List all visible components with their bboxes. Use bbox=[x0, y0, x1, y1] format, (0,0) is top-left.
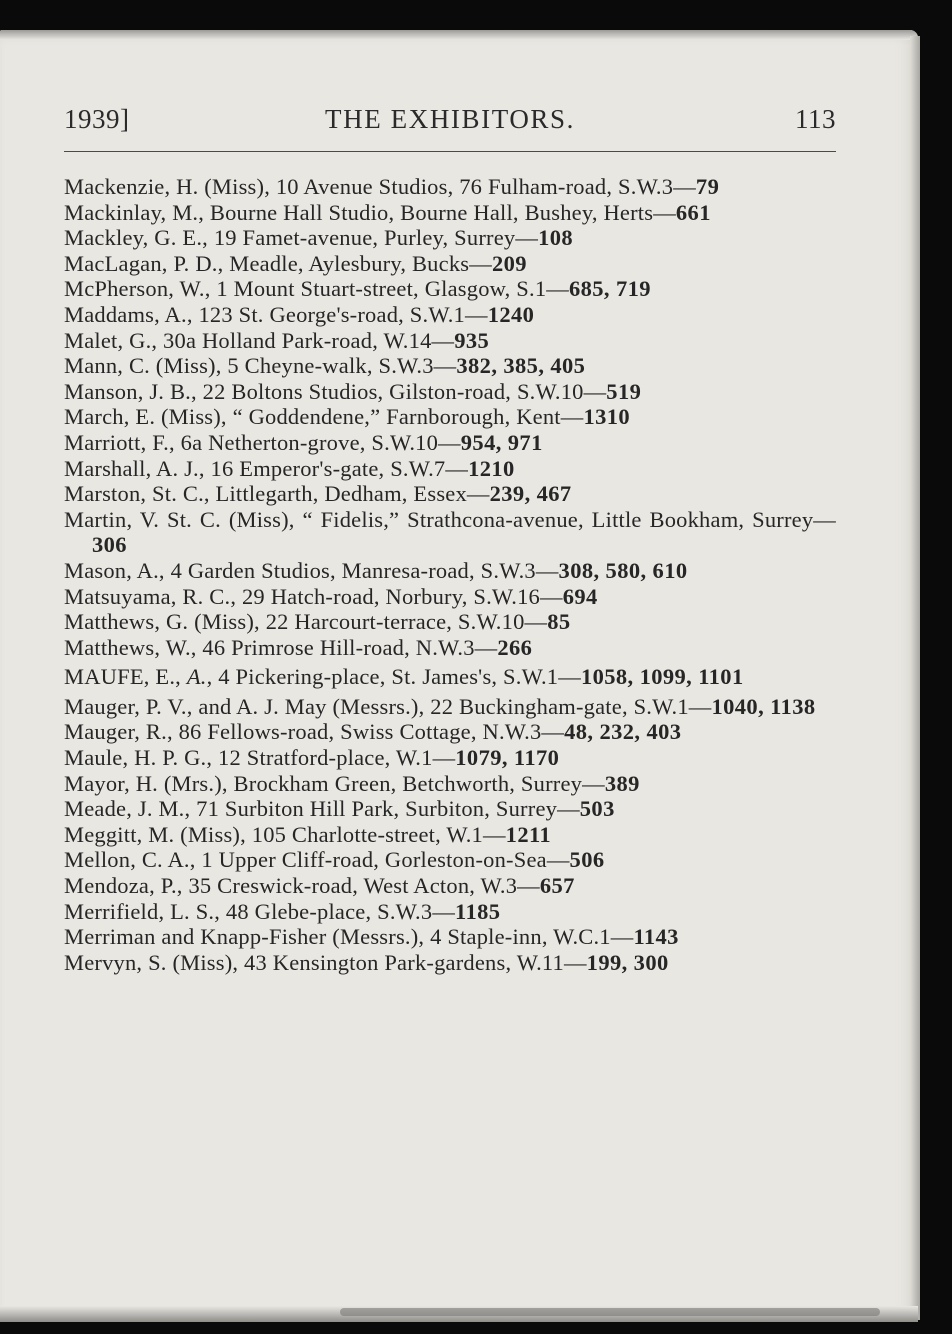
exhibitor-entry bbox=[64, 328, 836, 354]
exhibitor-entry bbox=[64, 822, 836, 848]
entry-text: Mann, C. (Miss), 5 Cheyne-walk, S.W.3— bbox=[64, 353, 457, 379]
entry-text: Mayor, H. (Mrs.), Brockham Green, Betchworth, Surrey— bbox=[64, 770, 605, 796]
entry-text: Mellon, C. A., 1 Upper Cliff-road, Gorleston-on-Sea— bbox=[64, 847, 570, 873]
entry-numbers: 657 bbox=[539, 873, 575, 899]
exhibitor-list bbox=[64, 174, 836, 975]
entry-text: Mervyn, S. (Miss), 43 Kensington Park-gardens, W.11— bbox=[64, 949, 587, 975]
entry-numbers: 503 bbox=[579, 796, 615, 822]
entry-text: Mauger, R., 86 Fellows-road, Swiss Cottage, N.W.3— bbox=[64, 719, 565, 745]
exhibitor-entry bbox=[64, 276, 836, 302]
entry-numbers: 1310 bbox=[583, 404, 631, 430]
exhibitor-entry bbox=[64, 899, 836, 925]
page-edge-top bbox=[0, 30, 918, 40]
exhibitor-entry bbox=[64, 456, 836, 482]
exhibitor-entry bbox=[64, 200, 836, 226]
entry-numbers: 694 bbox=[562, 583, 598, 609]
entry-numbers: 79 bbox=[695, 174, 720, 199]
entry-numbers: 1185 bbox=[455, 898, 501, 924]
exhibitor-entry bbox=[64, 609, 836, 635]
running-head-year: 1939] bbox=[64, 104, 130, 134]
entry-numbers: 935 bbox=[454, 327, 490, 353]
exhibitor-entry bbox=[64, 847, 836, 873]
entry-text: Malet, G., 30a Holland Park-road, W.14— bbox=[64, 327, 455, 353]
exhibitor-entry bbox=[64, 694, 836, 720]
entry-numbers: 506 bbox=[569, 847, 605, 873]
entry-text: Merriman and Knapp-Fisher (Messrs.), 4 Staple-inn, W.C.1— bbox=[64, 924, 634, 950]
entry-numbers: 85 bbox=[547, 609, 571, 635]
entry-numbers: 239, 467 bbox=[489, 481, 572, 507]
entry-text: Mackenzie, H. (Miss), 10 Avenue Studios, 76 Fulham-road, S.W.3— bbox=[64, 174, 696, 199]
entry-text: Matsuyama, R. C., 29 Hatch-road, Norbury, S.W.16— bbox=[64, 583, 563, 609]
entry-numbers: 1210 bbox=[468, 455, 515, 481]
exhibitor-entry bbox=[64, 430, 836, 456]
entry-numbers: 685, 719 bbox=[568, 276, 651, 302]
entry-numbers: 209 bbox=[491, 250, 527, 276]
entry-text: Mackley, G. E., 19 Famet-avenue, Purley, Surrey— bbox=[64, 225, 539, 251]
exhibitor-entry bbox=[64, 771, 836, 797]
entry-numbers: 1040, 1138 bbox=[711, 693, 816, 719]
entry-numbers: 266 bbox=[497, 634, 533, 660]
entry-text: Mason, A., 4 Garden Studios, Manresa-road, S.W.3— bbox=[64, 557, 559, 583]
entry-text: Mauger, P. V., and A. J. May (Messrs.), 22 Buckingham-gate, S.W.1— bbox=[64, 693, 712, 719]
exhibitor-entry bbox=[64, 404, 836, 430]
entry-numbers: 1079, 1170 bbox=[455, 745, 560, 771]
exhibitor-entry bbox=[64, 379, 836, 405]
entry-text: Mendoza, P., 35 Creswick-road, West Acton, W.3— bbox=[64, 873, 540, 899]
exhibitor-entry bbox=[64, 251, 836, 277]
entry-numbers: 199, 300 bbox=[586, 949, 669, 975]
entry-numbers: 661 bbox=[675, 199, 711, 225]
entry-text: Martin, V. St. C. (Miss), “ Fidelis,” Strathcona-avenue, Little Bookham, Surrey— bbox=[64, 506, 836, 532]
entry-text: Matthews, W., 46 Primrose Hill-road, N.W.3— bbox=[64, 634, 498, 660]
entry-text: Marriott, F., 6a Netherton-grove, S.W.10— bbox=[64, 429, 461, 455]
entry-text: McPherson, W., 1 Mount Stuart-street, Glasgow, S.1— bbox=[64, 276, 569, 302]
entry-numbers: 1240 bbox=[487, 301, 535, 327]
entry-text: Meade, J. M., 71 Surbiton Hill Park, Surbiton, Surrey— bbox=[64, 796, 580, 822]
entry-numbers: 1211 bbox=[505, 821, 552, 847]
exhibitor-entry bbox=[64, 558, 836, 584]
entry-numbers: 389 bbox=[604, 770, 640, 796]
entry-numbers: 1058, 1099, 1101 bbox=[580, 664, 744, 690]
entry-text: Matthews, G. (Miss), 22 Harcourt-terrace, S.W.10— bbox=[64, 609, 548, 635]
exhibitor-entry bbox=[64, 745, 836, 771]
page-number: 113 bbox=[795, 104, 836, 134]
running-head bbox=[64, 104, 836, 138]
header-rule bbox=[64, 151, 836, 152]
exhibitor-entry bbox=[64, 481, 836, 507]
exhibitor-entry bbox=[64, 353, 836, 379]
entry-numbers: 308, 580, 610 bbox=[558, 557, 688, 583]
entry-text: , 4 Pickering-place, St. James's, S.W.1— bbox=[206, 664, 581, 690]
entry-text: Marston, St. C., Littlegarth, Dedham, Essex— bbox=[64, 481, 490, 507]
entry-numbers: 48, 232, 403 bbox=[564, 719, 682, 745]
entry-text: Manson, J. B., 22 Boltons Studios, Gilston-road, S.W.10— bbox=[64, 378, 607, 404]
entry-text: Maddams, A., 123 St. George's-road, S.W.1— bbox=[64, 301, 488, 327]
exhibitor-entry bbox=[64, 507, 836, 558]
exhibitor-entry bbox=[64, 924, 836, 950]
entry-numbers: 382, 385, 405 bbox=[456, 353, 586, 379]
page-shadow bbox=[340, 1308, 880, 1316]
exhibitor-entry bbox=[64, 302, 836, 328]
entry-numbers: 108 bbox=[538, 225, 574, 251]
exhibitor-entry bbox=[64, 873, 836, 899]
entry-text: MacLagan, P. D., Meadle, Aylesbury, Bucks— bbox=[64, 250, 492, 276]
entry-text: Marshall, A. J., 16 Emperor's-gate, S.W.7— bbox=[64, 455, 469, 481]
running-head-title: THE EXHIBITORS. bbox=[325, 104, 575, 134]
entry-text: March, E. (Miss), “ Goddendene,” Farnborough, Kent— bbox=[64, 404, 584, 430]
entry-numbers: 1143 bbox=[633, 924, 679, 950]
exhibitor-entry bbox=[64, 584, 836, 610]
entry-numbers: 519 bbox=[606, 378, 642, 404]
exhibitor-entry bbox=[64, 225, 836, 251]
exhibitor-entry bbox=[64, 635, 836, 661]
exhibitor-entry bbox=[64, 950, 836, 976]
page-edge-right bbox=[910, 36, 920, 1320]
entry-text: Merrifield, L. S., 48 Glebe-place, S.W.3— bbox=[64, 898, 456, 924]
exhibitor-entry bbox=[64, 796, 836, 822]
entry-text: Mackinlay, M., Bourne Hall Studio, Bourne Hall, Bushey, Herts— bbox=[64, 199, 676, 225]
entry-text: Maule, H. P. G., 12 Stratford-place, W.1— bbox=[64, 745, 456, 771]
exhibitor-entry bbox=[64, 664, 836, 690]
entry-honour: A. bbox=[186, 664, 207, 690]
exhibitor-entry bbox=[64, 174, 836, 200]
entry-numbers: 954, 971 bbox=[460, 429, 543, 455]
entry-text: Meggitt, M. (Miss), 105 Charlotte-street, W.1— bbox=[64, 821, 506, 847]
exhibitor-entry bbox=[64, 719, 836, 745]
entry-numbers: 306 bbox=[92, 532, 127, 558]
entry-name: MAUFE, E., bbox=[64, 664, 187, 690]
